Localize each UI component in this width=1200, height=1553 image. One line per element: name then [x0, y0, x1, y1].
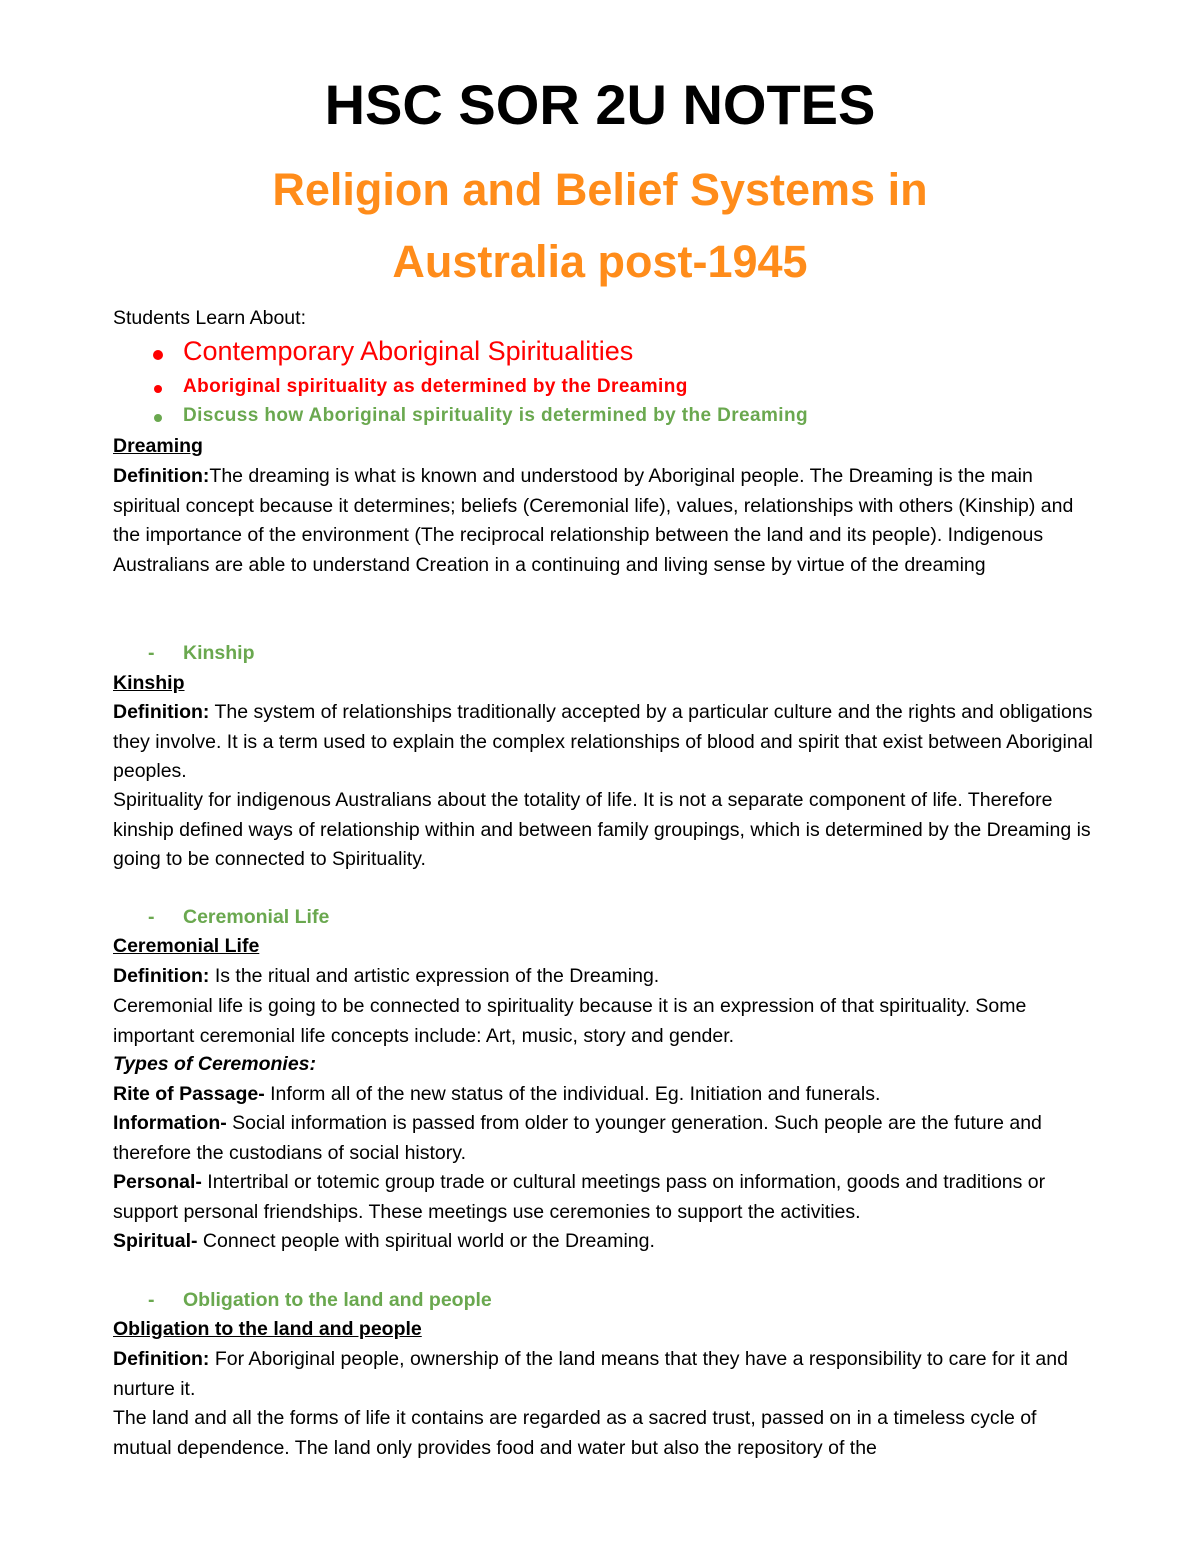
kinship-heading: Kinship	[113, 672, 185, 694]
kinship-subheading: Kinship	[183, 642, 255, 664]
type-label: Personal-	[113, 1171, 202, 1193]
dreaming-heading: Dreaming	[113, 435, 203, 457]
definition-text: For Aboriginal people, ownership of the land means that they have a responsibility to care for it and nurture it.	[113, 1348, 1068, 1400]
type-rite-of-passage	[113, 1080, 1098, 1110]
subtitle-line-2: Australia post-1945	[392, 236, 808, 287]
type-text: Social information is passed from older to younger generation. Such people are the future and therefore the custodians of social history.	[113, 1112, 1042, 1164]
definition-text: The dreaming is what is known and understood by Aboriginal people. The Dreaming is the main spiritual concept because it determines; beliefs (Ceremonial life), values, relationships with others (Kinship) and the importance of the environment (The reciprocal relationship between the land and its people). Indigenous Australians are able to understand Creation in a continuing and living sense by virtue of the dreaming	[113, 465, 1074, 576]
obligation-subheading: Obligation to the land and people	[183, 1289, 492, 1311]
definition-label: Definition:	[113, 465, 210, 487]
type-label: Spiritual-	[113, 1230, 198, 1252]
definition-label: Definition:	[113, 1348, 210, 1370]
type-text: Inform all of the new status of the individual. Eg. Initiation and funerals.	[264, 1083, 881, 1105]
bullet-discuss: Discuss how Aboriginal spirituality is determined by the Dreaming	[183, 405, 808, 426]
bullet-contemporary: Contemporary Aboriginal Spiritualities	[183, 336, 634, 366]
type-label: Rite of Passage-	[113, 1083, 265, 1105]
bullet-dot-icon	[154, 414, 162, 422]
kinship-paragraph: Spirituality for indigenous Australians about the totality of life. It is not a separate component of life. Therefore kinship defined ways of relationship within and between family groupings, which is determined by the Dreaming is going to be connected to Spirituality.	[113, 789, 1091, 870]
page-title: HSC SOR 2U NOTES	[324, 73, 876, 136]
definition-text: Is the ritual and artistic expression of the Dreaming.	[209, 965, 660, 987]
dash-icon: -	[148, 642, 155, 664]
definition-label: Definition:	[113, 701, 210, 723]
bullet-aboriginal-spirituality: Aboriginal spirituality as determined by the Dreaming	[183, 376, 688, 397]
intro-text: Students Learn About:	[113, 307, 306, 329]
ceremonial-subheading: Ceremonial Life	[183, 906, 330, 928]
type-spiritual	[113, 1227, 1098, 1257]
type-text: Connect people with spiritual world or the Dreaming.	[197, 1230, 655, 1252]
ceremonial-paragraph: Ceremonial life is going to be connected to spirituality because it is an expression of that spirituality. Some important ceremonial life concepts include: Art, music, story and gender.	[113, 995, 1027, 1047]
type-information	[113, 1109, 1098, 1168]
dreaming-definition	[113, 462, 1098, 580]
type-label: Information-	[113, 1112, 227, 1134]
bullet-dot-icon	[154, 385, 162, 393]
bullet-dot-icon	[153, 350, 163, 360]
type-personal	[113, 1168, 1098, 1227]
obligation-paragraph: The land and all the forms of life it contains are regarded as a sacred trust, passed on in a timeless cycle of mutual dependence. The land only provides food and water but also the repository of the	[113, 1407, 1037, 1459]
ceremonial-heading: Ceremonial Life	[113, 935, 260, 957]
types-heading: Types of Ceremonies:	[113, 1053, 316, 1075]
dash-icon: -	[148, 1289, 155, 1311]
definition-text: The system of relationships traditionally accepted by a particular culture and the rights and obligations they involve. It is a term used to explain the complex relationships of blood and spirit that exist between Aboriginal peoples.	[113, 701, 1093, 782]
obligation-definition	[113, 1345, 1098, 1404]
ceremonial-definition	[113, 962, 1098, 992]
subtitle-line-1: Religion and Belief Systems in	[272, 164, 928, 215]
obligation-heading: Obligation to the land and people	[113, 1318, 422, 1340]
definition-label: Definition:	[113, 965, 210, 987]
dash-icon: -	[148, 906, 155, 928]
kinship-definition	[113, 698, 1098, 787]
type-text: Intertribal or totemic group trade or cultural meetings pass on information, goods and traditions or support personal friendships. These meetings use ceremonies to support the activities.	[113, 1171, 1046, 1223]
